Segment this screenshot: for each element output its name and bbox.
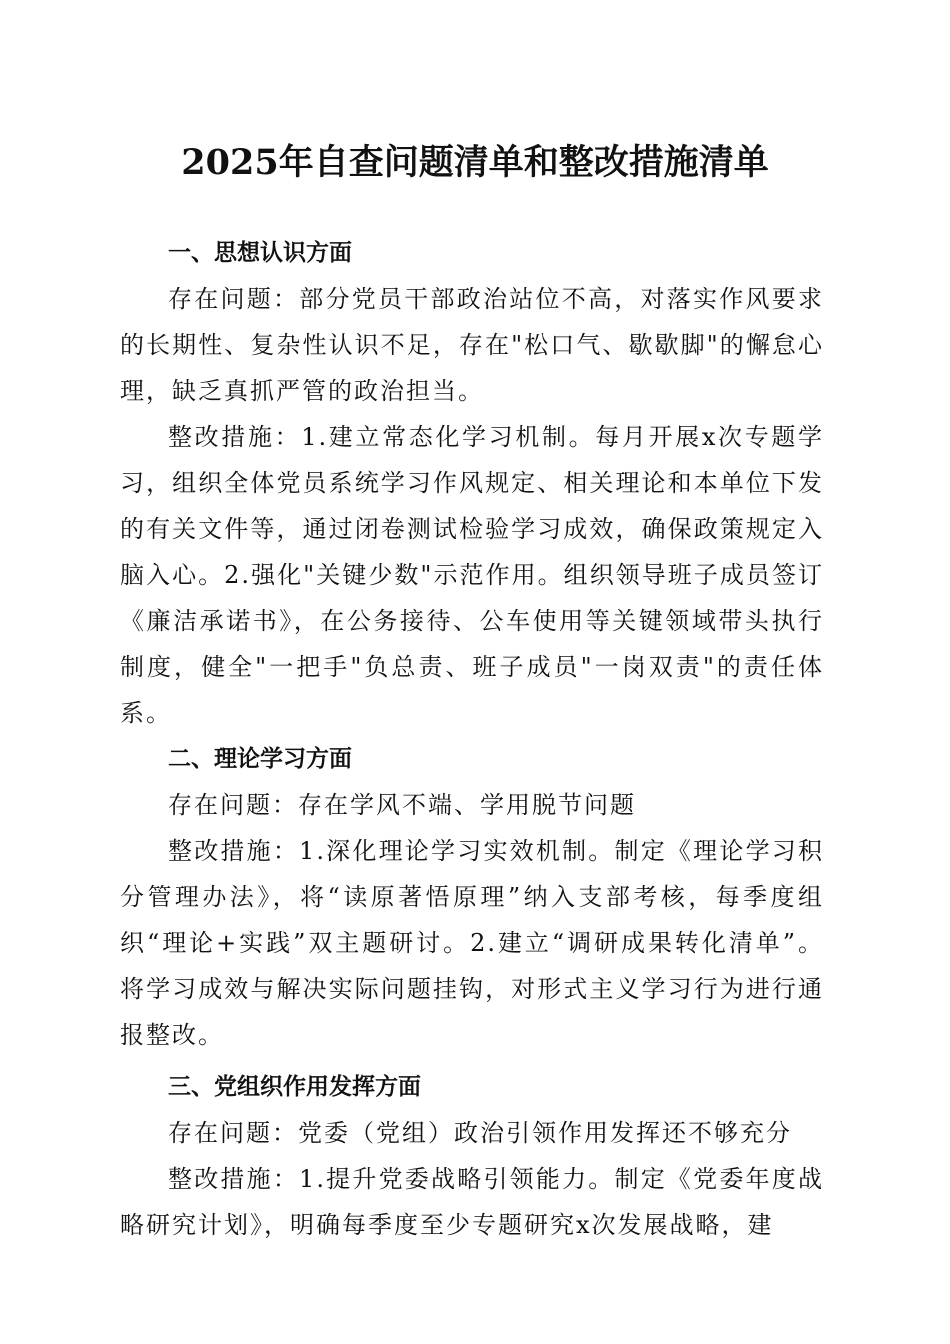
- section-heading: 一、思想认识方面: [168, 240, 352, 266]
- section-theory-study: [120, 736, 824, 1058]
- measures-paragraph: 整改措施：1.提升党委战略引领能力。制定《党委年度战略研究计划》，明确每季度至少专题研究x次发展战略，建: [120, 1165, 824, 1239]
- document-title: 2025年自查问题清单和整改措施清单: [181, 142, 769, 183]
- section-heading: 三、党组织作用发挥方面: [168, 1074, 421, 1100]
- measures-paragraph: 整改措施：1.深化理论学习实效机制。制定《理论学习积分管理办法》，将“读原著悟原理”纳入支部考核，每季度组织“理论+实践”双主题研讨。2.建立“调研成果转化清单”。将学习成效与解决实际问题挂钩，对形式主义学习行为进行通报整改。: [120, 837, 824, 1049]
- measures-paragraph: 整改措施：1.建立常态化学习机制。每月开展x次专题学习，组织全体党员系统学习作风规定、相关理论和本单位下发的有关文件等，通过闭卷测试检验学习成效，确保政策规定入脑入心。2.强化"关键少数"示范作用。组织领导班子成员签订《廉洁承诺书》，在公务接待、公车使用等关键领域带头执行制度，健全"一把手"负总责、班子成员"一岗双责"的责任体系。: [120, 423, 824, 727]
- section-heading: 二、理论学习方面: [168, 746, 352, 772]
- problem-paragraph: 存在问题：部分党员干部政治站位不高，对落实作风要求的长期性、复杂性认识不足，存在"松口气、歇歇脚"的懈怠心理，缺乏真抓严管的政治担当。: [120, 285, 824, 405]
- problem-paragraph: 存在问题：党委（党组）政治引领作用发挥还不够充分: [168, 1119, 792, 1147]
- section-party-organization: [120, 1064, 824, 1248]
- section-thought-awareness: [120, 230, 824, 736]
- problem-paragraph: 存在问题：存在学风不端、学用脱节问题: [168, 791, 636, 819]
- document-body: [120, 230, 824, 1248]
